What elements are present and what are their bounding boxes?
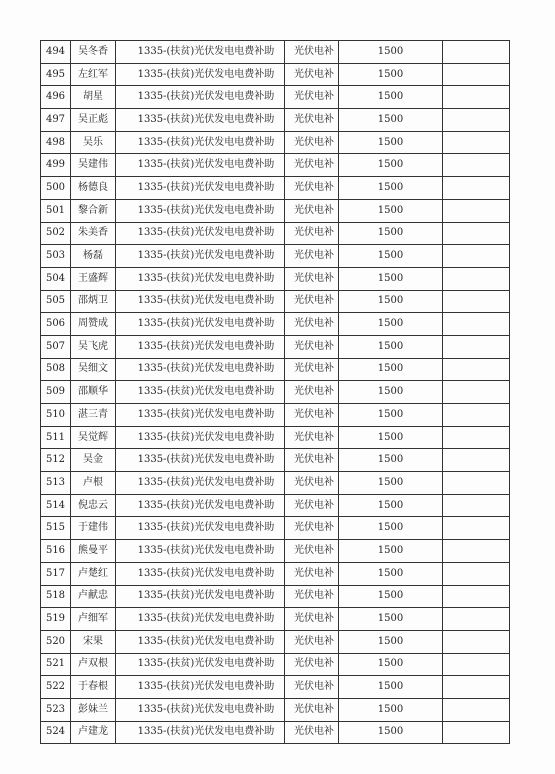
subsidy-amount: 1500 (339, 335, 443, 358)
row-index: 524 (41, 721, 71, 744)
subsidy-amount: 1500 (339, 131, 443, 154)
table-row (41, 653, 510, 676)
subsidy-item: 1335-(扶贫)光伏发电电费补助 (116, 404, 285, 427)
subsidy-item: 1335-(扶贫)光伏发电电费补助 (116, 335, 285, 358)
subsidy-type: 光伏电补 (285, 494, 339, 517)
recipient-name: 吴乐 (71, 131, 116, 154)
remark-cell (443, 472, 510, 495)
table-row (41, 267, 510, 290)
subsidy-amount: 1500 (339, 540, 443, 563)
remark-cell (443, 653, 510, 676)
subsidy-item: 1335-(扶贫)光伏发电电费补助 (116, 585, 285, 608)
recipient-name: 吴飞虎 (71, 335, 116, 358)
subsidy-type: 光伏电补 (285, 131, 339, 154)
subsidy-type: 光伏电补 (285, 245, 339, 268)
row-index: 499 (41, 154, 71, 177)
subsidy-item: 1335-(扶贫)光伏发电电费补助 (116, 698, 285, 721)
subsidy-item: 1335-(扶贫)光伏发电电费补助 (116, 426, 285, 449)
table-row (41, 426, 510, 449)
recipient-name: 邵顺华 (71, 381, 116, 404)
table-row (41, 608, 510, 631)
recipient-name: 朱美香 (71, 222, 116, 245)
recipient-name: 吴金 (71, 449, 116, 472)
table-row (41, 358, 510, 381)
subsidy-type: 光伏电补 (285, 517, 339, 540)
subsidy-amount: 1500 (339, 676, 443, 699)
subsidy-item: 1335-(扶贫)光伏发电电费补助 (116, 721, 285, 744)
subsidy-type: 光伏电补 (285, 290, 339, 313)
subsidy-amount: 1500 (339, 608, 443, 631)
table-row (41, 199, 510, 222)
subsidy-amount: 1500 (339, 222, 443, 245)
subsidy-item: 1335-(扶贫)光伏发电电费补助 (116, 290, 285, 313)
table-row (41, 154, 510, 177)
subsidy-item: 1335-(扶贫)光伏发电电费补助 (116, 177, 285, 200)
remark-cell (443, 222, 510, 245)
subsidy-amount: 1500 (339, 177, 443, 200)
subsidy-type: 光伏电补 (285, 109, 339, 132)
row-index: 509 (41, 381, 71, 404)
remark-cell (443, 267, 510, 290)
subsidy-type: 光伏电补 (285, 608, 339, 631)
recipient-name: 卢楚红 (71, 562, 116, 585)
remark-cell (443, 63, 510, 86)
row-index: 521 (41, 653, 71, 676)
subsidy-item: 1335-(扶贫)光伏发电电费补助 (116, 540, 285, 563)
table-row (41, 494, 510, 517)
row-index: 496 (41, 86, 71, 109)
table-row (41, 540, 510, 563)
subsidy-amount: 1500 (339, 698, 443, 721)
subsidy-roster-table (40, 40, 510, 744)
remark-cell (443, 676, 510, 699)
table-row (41, 177, 510, 200)
subsidy-type: 光伏电补 (285, 41, 339, 64)
row-index: 520 (41, 630, 71, 653)
remark-cell (443, 245, 510, 268)
subsidy-item: 1335-(扶贫)光伏发电电费补助 (116, 472, 285, 495)
recipient-name: 于建伟 (71, 517, 116, 540)
remark-cell (443, 131, 510, 154)
recipient-name: 胡星 (71, 86, 116, 109)
table-row (41, 676, 510, 699)
recipient-name: 卢根 (71, 472, 116, 495)
subsidy-amount: 1500 (339, 653, 443, 676)
recipient-name: 左红军 (71, 63, 116, 86)
table-row (41, 109, 510, 132)
row-index: 504 (41, 267, 71, 290)
subsidy-type: 光伏电补 (285, 562, 339, 585)
table-row (41, 222, 510, 245)
subsidy-item: 1335-(扶贫)光伏发电电费补助 (116, 608, 285, 631)
subsidy-type: 光伏电补 (285, 177, 339, 200)
subsidy-item: 1335-(扶贫)光伏发电电费补助 (116, 199, 285, 222)
table-row (41, 585, 510, 608)
row-index: 510 (41, 404, 71, 427)
remark-cell (443, 517, 510, 540)
subsidy-item: 1335-(扶贫)光伏发电电费补助 (116, 562, 285, 585)
row-index: 514 (41, 494, 71, 517)
remark-cell (443, 199, 510, 222)
row-index: 507 (41, 335, 71, 358)
subsidy-type: 光伏电补 (285, 86, 339, 109)
subsidy-amount: 1500 (339, 472, 443, 495)
subsidy-type: 光伏电补 (285, 199, 339, 222)
table-row (41, 630, 510, 653)
subsidy-type: 光伏电补 (285, 267, 339, 290)
table-row (41, 562, 510, 585)
subsidy-type: 光伏电补 (285, 358, 339, 381)
subsidy-amount: 1500 (339, 154, 443, 177)
subsidy-type: 光伏电补 (285, 721, 339, 744)
row-index: 502 (41, 222, 71, 245)
table-row (41, 245, 510, 268)
table-row (41, 721, 510, 744)
recipient-name: 吴建伟 (71, 154, 116, 177)
subsidy-type: 光伏电补 (285, 426, 339, 449)
row-index: 497 (41, 109, 71, 132)
table-row (41, 41, 510, 64)
remark-cell (443, 449, 510, 472)
subsidy-item: 1335-(扶贫)光伏发电电费补助 (116, 109, 285, 132)
remark-cell (443, 313, 510, 336)
recipient-name: 杨磊 (71, 245, 116, 268)
subsidy-amount: 1500 (339, 585, 443, 608)
row-index: 519 (41, 608, 71, 631)
table-row (41, 449, 510, 472)
table-row (41, 131, 510, 154)
subsidy-item: 1335-(扶贫)光伏发电电费补助 (116, 653, 285, 676)
subsidy-item: 1335-(扶贫)光伏发电电费补助 (116, 222, 285, 245)
subsidy-item: 1335-(扶贫)光伏发电电费补助 (116, 517, 285, 540)
subsidy-item: 1335-(扶贫)光伏发电电费补助 (116, 131, 285, 154)
row-index: 506 (41, 313, 71, 336)
table-row (41, 290, 510, 313)
remark-cell (443, 630, 510, 653)
remark-cell (443, 721, 510, 744)
row-index: 522 (41, 676, 71, 699)
subsidy-type: 光伏电补 (285, 154, 339, 177)
remark-cell (443, 698, 510, 721)
subsidy-type: 光伏电补 (285, 585, 339, 608)
subsidy-type: 光伏电补 (285, 335, 339, 358)
subsidy-amount: 1500 (339, 721, 443, 744)
row-index: 516 (41, 540, 71, 563)
remark-cell (443, 41, 510, 64)
row-index: 511 (41, 426, 71, 449)
subsidy-type: 光伏电补 (285, 313, 339, 336)
subsidy-item: 1335-(扶贫)光伏发电电费补助 (116, 494, 285, 517)
recipient-name: 吴冬香 (71, 41, 116, 64)
subsidy-amount: 1500 (339, 86, 443, 109)
row-index: 500 (41, 177, 71, 200)
table-row (41, 313, 510, 336)
subsidy-amount: 1500 (339, 63, 443, 86)
subsidy-type: 光伏电补 (285, 630, 339, 653)
subsidy-type: 光伏电补 (285, 449, 339, 472)
recipient-name: 卢建龙 (71, 721, 116, 744)
recipient-name: 彭妹兰 (71, 698, 116, 721)
recipient-name: 宋果 (71, 630, 116, 653)
subsidy-amount: 1500 (339, 449, 443, 472)
subsidy-amount: 1500 (339, 245, 443, 268)
remark-cell (443, 426, 510, 449)
subsidy-amount: 1500 (339, 404, 443, 427)
remark-cell (443, 585, 510, 608)
table-row (41, 335, 510, 358)
recipient-name: 湛三青 (71, 404, 116, 427)
remark-cell (443, 177, 510, 200)
recipient-name: 杨德良 (71, 177, 116, 200)
recipient-name: 吴觉辉 (71, 426, 116, 449)
remark-cell (443, 290, 510, 313)
recipient-name: 卢双根 (71, 653, 116, 676)
subsidy-amount: 1500 (339, 426, 443, 449)
row-index: 505 (41, 290, 71, 313)
subsidy-type: 光伏电补 (285, 63, 339, 86)
subsidy-item: 1335-(扶贫)光伏发电电费补助 (116, 381, 285, 404)
subsidy-item: 1335-(扶贫)光伏发电电费补助 (116, 449, 285, 472)
remark-cell (443, 86, 510, 109)
row-index: 508 (41, 358, 71, 381)
subsidy-amount: 1500 (339, 290, 443, 313)
recipient-name: 吴正彪 (71, 109, 116, 132)
row-index: 517 (41, 562, 71, 585)
table-row (41, 86, 510, 109)
subsidy-item: 1335-(扶贫)光伏发电电费补助 (116, 41, 285, 64)
subsidy-item: 1335-(扶贫)光伏发电电费补助 (116, 676, 285, 699)
subsidy-amount: 1500 (339, 109, 443, 132)
recipient-name: 卢献忠 (71, 585, 116, 608)
subsidy-type: 光伏电补 (285, 222, 339, 245)
subsidy-type: 光伏电补 (285, 472, 339, 495)
recipient-name: 邵炳卫 (71, 290, 116, 313)
table-row (41, 698, 510, 721)
row-index: 518 (41, 585, 71, 608)
subsidy-item: 1335-(扶贫)光伏发电电费补助 (116, 63, 285, 86)
table-row (41, 517, 510, 540)
subsidy-type: 光伏电补 (285, 653, 339, 676)
remark-cell (443, 154, 510, 177)
subsidy-amount: 1500 (339, 199, 443, 222)
subsidy-type: 光伏电补 (285, 676, 339, 699)
remark-cell (443, 335, 510, 358)
table-body (41, 41, 510, 744)
subsidy-amount: 1500 (339, 267, 443, 290)
remark-cell (443, 494, 510, 517)
subsidy-type: 光伏电补 (285, 540, 339, 563)
recipient-name: 熊曼平 (71, 540, 116, 563)
subsidy-amount: 1500 (339, 358, 443, 381)
recipient-name: 周赞成 (71, 313, 116, 336)
row-index: 501 (41, 199, 71, 222)
row-index: 498 (41, 131, 71, 154)
table-row (41, 381, 510, 404)
row-index: 494 (41, 41, 71, 64)
table-row (41, 404, 510, 427)
subsidy-amount: 1500 (339, 517, 443, 540)
recipient-name: 王盛辉 (71, 267, 116, 290)
recipient-name: 卢细军 (71, 608, 116, 631)
remark-cell (443, 608, 510, 631)
table-row (41, 63, 510, 86)
subsidy-item: 1335-(扶贫)光伏发电电费补助 (116, 358, 285, 381)
subsidy-type: 光伏电补 (285, 381, 339, 404)
subsidy-amount: 1500 (339, 494, 443, 517)
recipient-name: 于春根 (71, 676, 116, 699)
recipient-name: 黎合新 (71, 199, 116, 222)
remark-cell (443, 404, 510, 427)
recipient-name: 吴细文 (71, 358, 116, 381)
row-index: 523 (41, 698, 71, 721)
subsidy-item: 1335-(扶贫)光伏发电电费补助 (116, 267, 285, 290)
remark-cell (443, 109, 510, 132)
subsidy-amount: 1500 (339, 41, 443, 64)
row-index: 503 (41, 245, 71, 268)
subsidy-amount: 1500 (339, 381, 443, 404)
subsidy-item: 1335-(扶贫)光伏发电电费补助 (116, 86, 285, 109)
row-index: 512 (41, 449, 71, 472)
row-index: 495 (41, 63, 71, 86)
subsidy-amount: 1500 (339, 562, 443, 585)
row-index: 515 (41, 517, 71, 540)
subsidy-item: 1335-(扶贫)光伏发电电费补助 (116, 245, 285, 268)
table-row (41, 472, 510, 495)
remark-cell (443, 562, 510, 585)
subsidy-amount: 1500 (339, 313, 443, 336)
remark-cell (443, 381, 510, 404)
row-index: 513 (41, 472, 71, 495)
subsidy-item: 1335-(扶贫)光伏发电电费补助 (116, 154, 285, 177)
subsidy-type: 光伏电补 (285, 404, 339, 427)
recipient-name: 倪忠云 (71, 494, 116, 517)
subsidy-type: 光伏电补 (285, 698, 339, 721)
subsidy-item: 1335-(扶贫)光伏发电电费补助 (116, 313, 285, 336)
subsidy-item: 1335-(扶贫)光伏发电电费补助 (116, 630, 285, 653)
subsidy-amount: 1500 (339, 630, 443, 653)
remark-cell (443, 358, 510, 381)
remark-cell (443, 540, 510, 563)
